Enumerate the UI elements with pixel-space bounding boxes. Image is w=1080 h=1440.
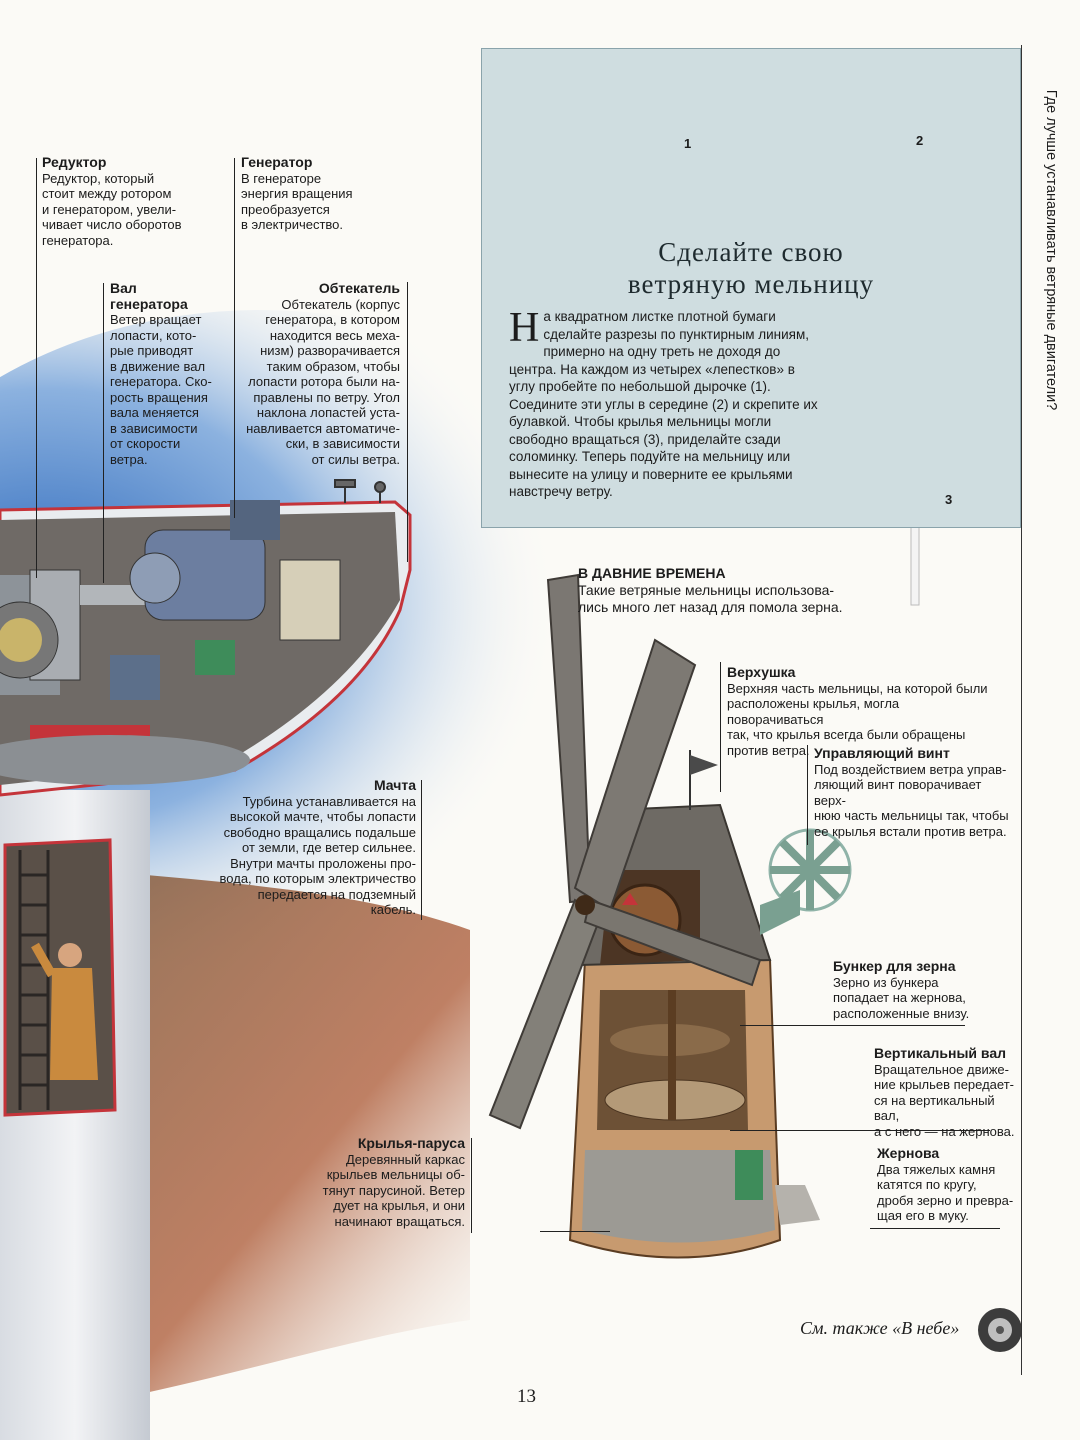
label-text-line: находится весь меха- bbox=[269, 327, 400, 343]
label-zhernova-title: Жернова bbox=[877, 1145, 940, 1161]
craft-text: а квадратном листке плотной бумаги сделайте разрезы по пунктирным линиям, примерно на одну треть не доходя до центра. На каждом из четырех «лепестков» в углу пробейте по небольшой дырочке (1). Соедините эти углы в середине (2) и скрепите их булавкой. Чтобы крылья мельницы могли свободно вращаться (3), приделайте сзади соломинку. Теперь подуйте на мельницу или вынесите на улицу и поверните ее крыльями навстречу ветру. bbox=[509, 309, 818, 499]
label-text-line: лись много лет назад для помола зерна. bbox=[578, 599, 843, 615]
label-krylya-title: Крылья-паруса bbox=[357, 1135, 465, 1151]
craft-instructions bbox=[509, 305, 819, 501]
label-davnie-vremena bbox=[578, 565, 868, 616]
leader-line-krylya-h bbox=[540, 1231, 610, 1232]
label-text-line: ся на вертикальный вал, bbox=[874, 1092, 995, 1123]
label-vertval-title: Вертикальный вал bbox=[874, 1045, 1007, 1061]
craft-title-line-1: Сделайте свою bbox=[658, 237, 844, 267]
label-generator-title: Генератор bbox=[241, 154, 313, 170]
label-machta-title: Мачта bbox=[373, 777, 416, 793]
leader-line-bunker bbox=[740, 1025, 965, 1026]
label-text-line: Верхняя часть мельницы, на которой были bbox=[727, 680, 988, 696]
see-also-link[interactable]: См. также «В небе» bbox=[800, 1318, 960, 1338]
label-text-line: а с него — на жернова. bbox=[874, 1123, 1015, 1139]
label-text-line: ее крылья встали против ветра. bbox=[814, 823, 1007, 839]
label-text-line: Зерно из бункера bbox=[833, 974, 939, 990]
label-text-line: навливается автоматиче- bbox=[246, 420, 400, 436]
leader-line-reduktor bbox=[36, 158, 37, 578]
page-number: 13 bbox=[517, 1386, 536, 1407]
label-text-line: тянут парусиной. Ветер bbox=[322, 1182, 465, 1198]
label-text-line: чивает число оборотов bbox=[42, 217, 182, 232]
label-text-line: расположены крылья, могла поворачиваться bbox=[727, 696, 900, 727]
label-text-line: от скорости bbox=[110, 436, 181, 451]
label-text-line: генератора, в котором bbox=[265, 312, 400, 327]
label-text-line: свободно вращались подальше bbox=[223, 824, 416, 840]
label-text-line: Редуктор, который bbox=[42, 170, 155, 186]
label-val-generatora bbox=[110, 281, 230, 467]
label-text-line: крыльев мельницы об- bbox=[326, 1167, 465, 1182]
label-text-line: лопасти, кото- bbox=[110, 327, 197, 343]
label-val-title-1: Вал bbox=[110, 280, 137, 296]
label-text-line: лопасти ротора были на- bbox=[248, 374, 400, 389]
label-krylya bbox=[320, 1136, 465, 1229]
label-text-line: низм) разворачивается bbox=[260, 343, 400, 358]
leader-line-generator bbox=[234, 158, 235, 518]
label-text-line: в движение вал bbox=[110, 358, 206, 374]
label-text-line: дробя зерно и превра- bbox=[877, 1192, 1014, 1208]
label-zhernova bbox=[877, 1146, 1017, 1224]
label-bunker-title: Бункер для зерна bbox=[833, 958, 956, 974]
label-text-line: Два тяжелых камня bbox=[877, 1161, 996, 1177]
label-text-line: в электричество. bbox=[241, 217, 344, 232]
label-vertikalny-val bbox=[874, 1046, 1019, 1139]
label-text-line: Такие ветряные мельницы использова- bbox=[578, 582, 835, 598]
label-text-line: Внутри мачты проложены про- bbox=[230, 855, 416, 871]
label-text-line: передается на подземный bbox=[257, 886, 416, 902]
label-text-line: рые приводят bbox=[110, 343, 194, 358]
label-obtekatel bbox=[238, 281, 400, 467]
label-text-line: начинают вращаться. bbox=[334, 1213, 465, 1229]
label-text-line: высокой мачте, чтобы лопасти bbox=[229, 809, 416, 824]
label-text-line: Под воздействием ветра управ- bbox=[814, 761, 1007, 777]
label-reduktor bbox=[42, 155, 232, 248]
label-text-line: В генераторе bbox=[241, 170, 322, 186]
label-machta bbox=[218, 778, 416, 918]
label-text-line: ляющий винт поворачивает верх- bbox=[814, 777, 982, 808]
craft-dropcap: Н bbox=[509, 305, 540, 351]
label-text-line: вода, по которым электричество bbox=[219, 871, 416, 886]
label-text-line: Вращательное движе- bbox=[874, 1061, 1009, 1077]
label-text-line: вала меняется bbox=[110, 405, 199, 420]
label-text-line: генератора. Ско- bbox=[110, 374, 212, 389]
label-text-line: и генератором, увели- bbox=[42, 201, 177, 217]
step-number-2: 2 bbox=[916, 133, 924, 148]
label-text-line: Ветер вращает bbox=[110, 312, 202, 327]
label-text-line: Деревянный каркас bbox=[345, 1151, 465, 1167]
label-text-line: ски, в зависимости bbox=[285, 436, 400, 451]
label-val-title-2: генератора bbox=[110, 295, 188, 312]
step-number-1: 1 bbox=[684, 136, 692, 151]
label-text-line: стоит между ротором bbox=[42, 186, 172, 201]
sidebar-divider bbox=[1021, 45, 1022, 1375]
leader-line-zhernova bbox=[870, 1228, 1000, 1229]
label-text-line: так, что крылья всегда были обращены bbox=[727, 727, 966, 742]
label-text-line: Обтекатель (корпус bbox=[281, 296, 400, 312]
leader-line-obtekatel bbox=[407, 282, 408, 562]
label-text-line: кабель. bbox=[370, 902, 416, 917]
label-text-line: рость вращения bbox=[110, 389, 208, 405]
label-reduktor-title: Редуктор bbox=[42, 154, 107, 170]
label-text-line: генератора. bbox=[42, 232, 114, 248]
label-bunker bbox=[833, 959, 1003, 1021]
label-text-line: Турбина устанавливается на bbox=[242, 793, 416, 809]
label-obtekatel-title: Обтекатель bbox=[318, 280, 400, 296]
label-text-line: наклона лопастей уста- bbox=[256, 405, 400, 420]
label-generator bbox=[241, 155, 401, 233]
label-text-line: ветра. bbox=[110, 451, 148, 467]
leader-line-machta bbox=[421, 780, 422, 920]
craft-box bbox=[481, 48, 1021, 528]
leader-line-vint bbox=[807, 745, 808, 845]
sidebar-question-text: Где лучше устанавливать ветряные двигатели? bbox=[1043, 89, 1059, 411]
label-vint-title: Управляющий винт bbox=[814, 745, 950, 761]
leader-line-krylya bbox=[471, 1138, 472, 1233]
craft-title-line-2: ветряную мельницу bbox=[627, 269, 875, 299]
label-text-line: щая его в муку. bbox=[877, 1208, 969, 1223]
label-text-line: катятся по кругу, bbox=[877, 1177, 977, 1192]
label-text-line: таким образом, чтобы bbox=[266, 358, 400, 374]
label-text-line: попадает на жернова, bbox=[833, 990, 966, 1005]
label-verhushka-title: Верхушка bbox=[727, 664, 796, 680]
label-vint bbox=[814, 746, 1014, 839]
label-text-line: от силы ветра. bbox=[311, 451, 400, 467]
label-text-line: в зависимости bbox=[110, 420, 198, 436]
label-text-line: расположенные внизу. bbox=[833, 1005, 970, 1021]
label-text-line: нюю часть мельницы так, чтобы bbox=[814, 808, 1009, 823]
label-davnie-title: В ДАВНИЕ ВРЕМЕНА bbox=[578, 565, 726, 581]
label-text-line: против ветра. bbox=[727, 742, 810, 758]
label-text-line: энергия вращения bbox=[241, 186, 353, 201]
tire-icon bbox=[978, 1308, 1022, 1352]
sidebar-question bbox=[1040, 45, 1062, 455]
leader-line-verhushka bbox=[720, 662, 721, 792]
label-text-line: правлены по ветру. Угол bbox=[253, 389, 400, 405]
label-text-line: ние крыльев передает- bbox=[874, 1077, 1014, 1092]
label-text-line: от земли, где ветер сильнее. bbox=[242, 840, 416, 855]
leader-line-val bbox=[103, 283, 104, 583]
step-number-3: 3 bbox=[945, 492, 953, 507]
label-text-line: дует на крылья, и они bbox=[333, 1198, 465, 1213]
label-text-line: преобразуется bbox=[241, 201, 330, 217]
